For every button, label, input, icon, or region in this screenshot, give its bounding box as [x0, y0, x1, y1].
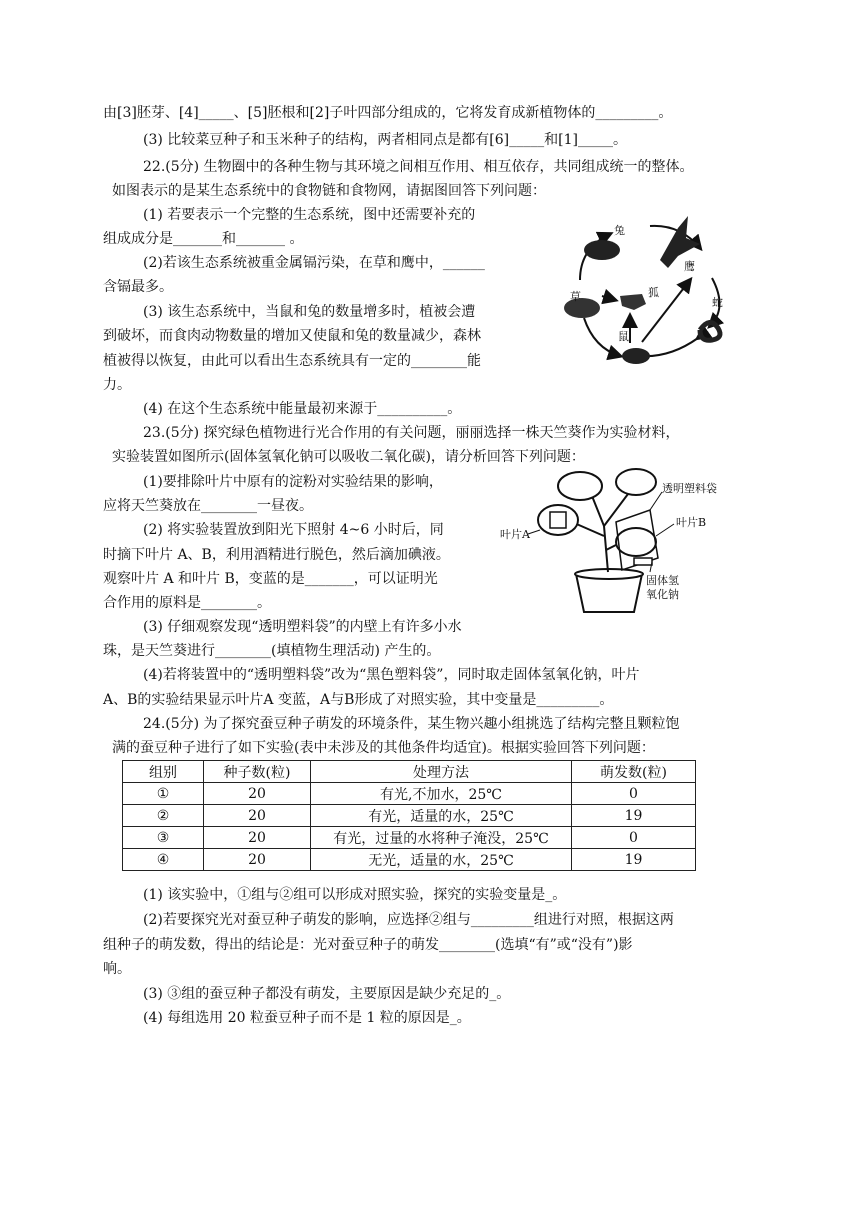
text-line: 响。 — [103, 961, 131, 977]
text-line: (1) 该实验中，①组与②组可以形成对照实验，探究的实验变量是_。 — [143, 887, 567, 903]
text-line: 植被得以恢复，由此可以看出生态系统具有一定的________能 — [103, 353, 481, 369]
food-web-label: 蛇 — [712, 296, 723, 309]
table-header-row — [123, 761, 696, 783]
text-line: (3) 比较菜豆种子和玉米种子的结构，两者相同点是都有[6]_____和[1]_____。 — [143, 132, 627, 148]
figure-label: 透明塑料袋 — [662, 482, 717, 495]
table-cell: 有光，过量的水将种子淹没，25℃ — [311, 827, 572, 849]
plant-stem — [604, 494, 628, 526]
food-web-label: 鹰 — [684, 260, 695, 273]
text-line: (3) ③组的蚕豆种子都没有萌发，主要原因是缺少充足的_。 — [143, 986, 511, 1002]
figure-label: 叶片B — [676, 516, 707, 529]
label-pointer — [656, 524, 674, 536]
pot-rim — [575, 569, 643, 579]
leaf-b — [616, 528, 656, 556]
label-pointer — [650, 492, 662, 510]
table-row — [123, 849, 696, 871]
food-web-label: 草 — [570, 290, 581, 303]
text-line: 组成成分是_______和_______ 。 — [103, 231, 304, 247]
question-22-heading: 22.(5分) 生物圈中的各种生物与其环境之间相互作用、相互依存，共同组成统一的整体。 — [143, 159, 694, 175]
leaf — [558, 472, 602, 500]
food-web-label: 狐 — [648, 286, 659, 299]
text-line: 组种子的萌发数，得出的结论是：光对蚕豆种子的萌发________(选填“有”或“没有”)影 — [103, 937, 633, 953]
experiment-table — [122, 760, 696, 871]
sodium-hydroxide-dish — [634, 558, 652, 565]
table-header: 萌发数(粒) — [572, 761, 696, 783]
table-row — [123, 783, 696, 805]
table-row — [123, 805, 696, 827]
table-header: 处理方法 — [311, 761, 572, 783]
food-web-figure — [560, 208, 730, 373]
figure-label: 固体氢 — [646, 574, 679, 587]
question-23-heading: 23.(5分) 探究绿色植物进行光合作用的有关问题，丽丽选择一株天竺葵作为实验材料， — [143, 425, 680, 441]
table-cell: 20 — [204, 805, 311, 827]
table-row — [123, 827, 696, 849]
text-line: (3) 仔细观察发现“透明塑料袋”的内壁上有许多小水 — [143, 619, 462, 635]
figure-label: 叶片A — [500, 528, 530, 541]
table-cell: 有光,不加水，25℃ — [311, 783, 572, 805]
fox-silhouette — [620, 294, 646, 310]
text-line: 应将天竺葵放在________一昼夜。 — [103, 498, 313, 514]
table-cell: 0 — [572, 827, 696, 849]
leaf — [616, 469, 656, 495]
table-header: 种子数(粒) — [204, 761, 311, 783]
table-cell: 无光，适量的水，25℃ — [311, 849, 572, 871]
table-cell: ④ — [123, 849, 204, 871]
table-header: 组别 — [123, 761, 204, 783]
text-line: 含镉最多。 — [103, 279, 173, 295]
text-line: 珠，是天竺葵进行________(填植物生理活动) 产生的。 — [103, 643, 441, 659]
text-line: 时摘下叶片 A、B，利用酒精进行脱色，然后滴加碘液。 — [103, 547, 450, 563]
text-line: 观察叶片 A 和叶片 B，变蓝的是_______，可以证明光 — [103, 571, 438, 587]
text-line: 满的蚕豆种子进行了如下实验(表中未涉及的其他条件均适宜)。根据实验回答下列问题： — [112, 740, 655, 756]
text-line: (4)若将装置中的“透明塑料袋”改为“黑色塑料袋”，同时取走固体氢氧化钠，叶片 — [143, 667, 640, 683]
rabbit-silhouette — [584, 240, 620, 260]
question-24-heading: 24.(5分) 为了探究蚕豆种子萌发的环境条件，某生物兴趣小组挑选了结构完整且颗粒饱 — [143, 716, 680, 732]
text-line: 由[3]胚芽、[4]_____、[5]胚根和[2]子叶四部分组成的，它将发育成新植物体的_________。 — [103, 105, 673, 121]
plant-experiment-figure — [500, 466, 730, 616]
table-cell: 0 — [572, 783, 696, 805]
mouse-silhouette — [622, 348, 650, 364]
text-line: 实验装置如图所示(固体氢氧化钠可以吸收二氧化碳)，请分析回答下列问题： — [112, 449, 585, 465]
table-cell: 19 — [572, 849, 696, 871]
food-web-arrow — [602, 296, 615, 300]
text-line: (1)要排除叶片中原有的淀粉对实验结果的影响， — [143, 474, 443, 490]
figure-label: 氧化钠 — [646, 588, 679, 601]
table-cell: 有光，适量的水，25℃ — [311, 805, 572, 827]
text-line: (2)若要探究光对蚕豆种子萌发的影响，应选择②组与_________组进行对照，根据这两 — [143, 912, 674, 928]
table-cell: ① — [123, 783, 204, 805]
table-cell: ③ — [123, 827, 204, 849]
table-cell: 20 — [204, 849, 311, 871]
text-line: (2) 将实验装置放到阳光下照射 4~6 小时后，同 — [143, 522, 444, 538]
text-line: 到破坏，而食肉动物数量的增加又使鼠和兔的数量减少，森林 — [103, 328, 481, 344]
table-cell: 19 — [572, 805, 696, 827]
food-web-arrow — [584, 318, 620, 356]
text-line: 力。 — [103, 377, 131, 393]
table-cell: 20 — [204, 827, 311, 849]
table-cell: ② — [123, 805, 204, 827]
table-cell: 20 — [204, 783, 311, 805]
text-line: (1) 若要表示一个完整的生态系统，图中还需要补充的 — [143, 207, 476, 223]
leaf-a — [538, 505, 578, 535]
text-line: (4) 在这个生态系统中能量最初来源于__________。 — [143, 401, 462, 417]
text-line: 合作用的原料是________。 — [103, 595, 271, 611]
text-line: (4) 每组选用 20 粒蚕豆种子而不是 1 粒的原因是_。 — [143, 1010, 471, 1026]
text-line: (3) 该生态系统中，当鼠和兔的数量增多时，植被会遭 — [143, 304, 476, 320]
food-web-label: 鼠 — [618, 330, 629, 343]
food-web-label: 兔 — [614, 224, 625, 237]
text-line: (2)若该生态系统被重金属镉污染，在草和鹰中，______ — [143, 255, 485, 271]
text-line: 如图表示的是某生态系统中的食物链和食物网，请据图回答下列问题： — [112, 183, 546, 199]
text-line: A、B的实验结果显示叶片A 变蓝，A与B形成了对照实验，其中变量是_________。 — [103, 692, 614, 708]
